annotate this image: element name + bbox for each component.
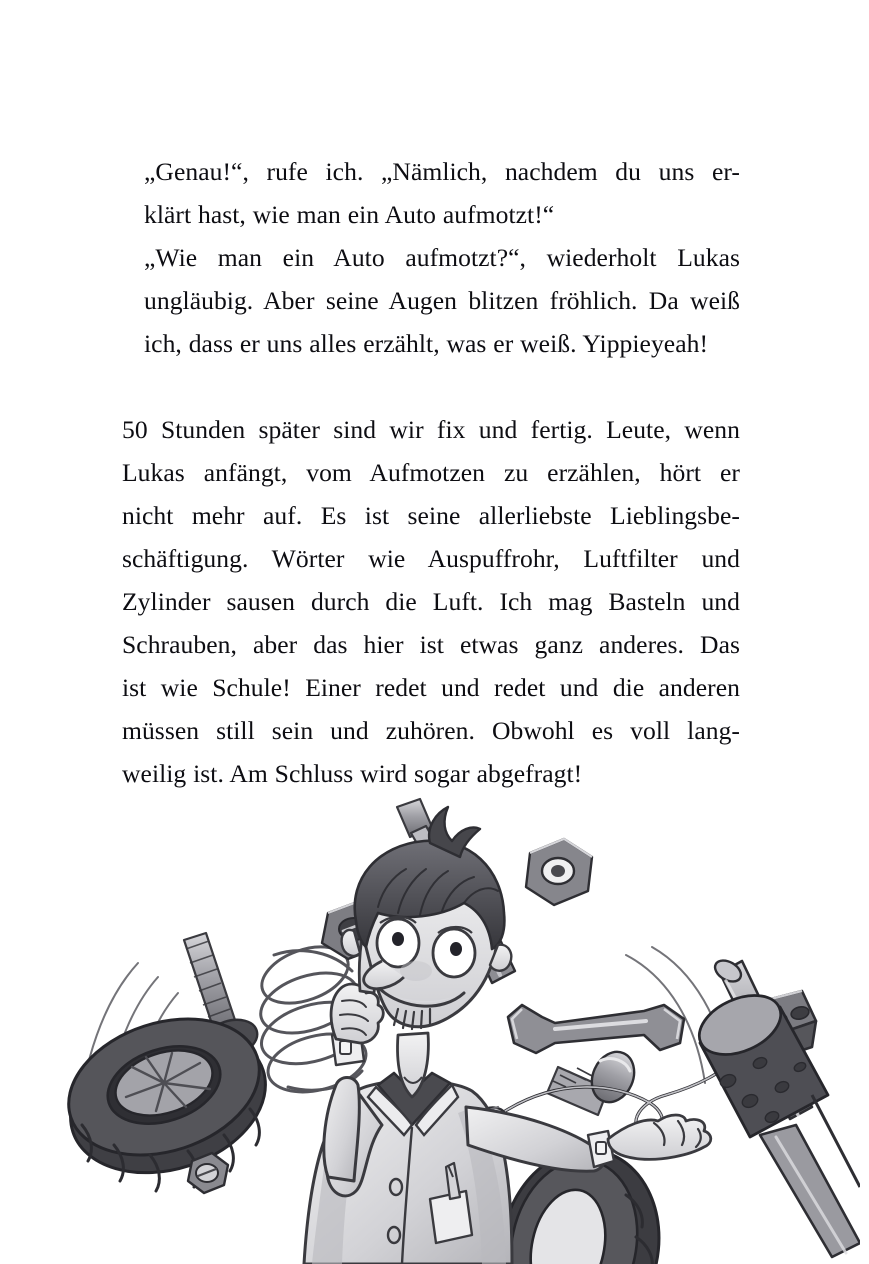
paragraph-2 (122, 236, 740, 365)
paragraph-1-line-1: „Genau!“, rufe ich. „Nämlich, nachdem du uns er- (144, 157, 740, 186)
paragraph-3-line-4: schäftigung. Wörter wie Auspuffrohr, Luftfilter und (122, 544, 740, 573)
chapter-illustration (60, 795, 860, 1264)
paragraph-2-line-3: ich, dass er uns alles erzählt, was er weiß. Yippieyeah! (144, 329, 709, 358)
body-text-block (122, 150, 740, 795)
paragraph-3 (122, 408, 740, 795)
paragraph-3-line-1: 50 Stunden später sind wir fix und fertig. Leute, wenn (122, 415, 740, 444)
paragraph-3-line-3: nicht mehr auf. Es ist seine allerliebste Lieblingsbe- (122, 501, 740, 530)
hex-nut-upper-right-icon (526, 839, 592, 905)
paragraph-2-line-1: „Wie man ein Auto aufmotzt?“, wiederholt Lukas (144, 243, 740, 272)
exhaust-muffler-icon (690, 956, 860, 1257)
paragraph-1-line-2: klärt hast, wie man ein Auto aufmotzt!“ (144, 200, 555, 229)
paragraph-3-line-7: ist wie Schule! Einer redet und redet und die anderen (122, 673, 740, 702)
paragraph-3-line-5: Zylinder sausen durch die Luft. Ich mag Basteln und (122, 587, 740, 616)
paragraph-3-line-9: weilig ist. Am Schluss wird sogar abgefragt! (122, 759, 583, 788)
paragraph-3-line-2: Lukas anfängt, vom Aufmotzen zu erzählen, hört er (122, 458, 740, 487)
paragraph-3-line-6: Schrauben, aber das hier ist etwas ganz anderes. Das (122, 630, 740, 659)
paragraph-3-line-8: müssen still sein und zuhören. Obwohl es voll lang- (122, 716, 740, 745)
paragraph-2-line-2: ungläubig. Aber seine Augen blitzen fröhlich. Da weiß (144, 286, 740, 315)
paragraph-1 (122, 150, 740, 236)
machine-bolt-icon (547, 1045, 642, 1115)
open-end-wrench-icon (508, 1005, 684, 1053)
